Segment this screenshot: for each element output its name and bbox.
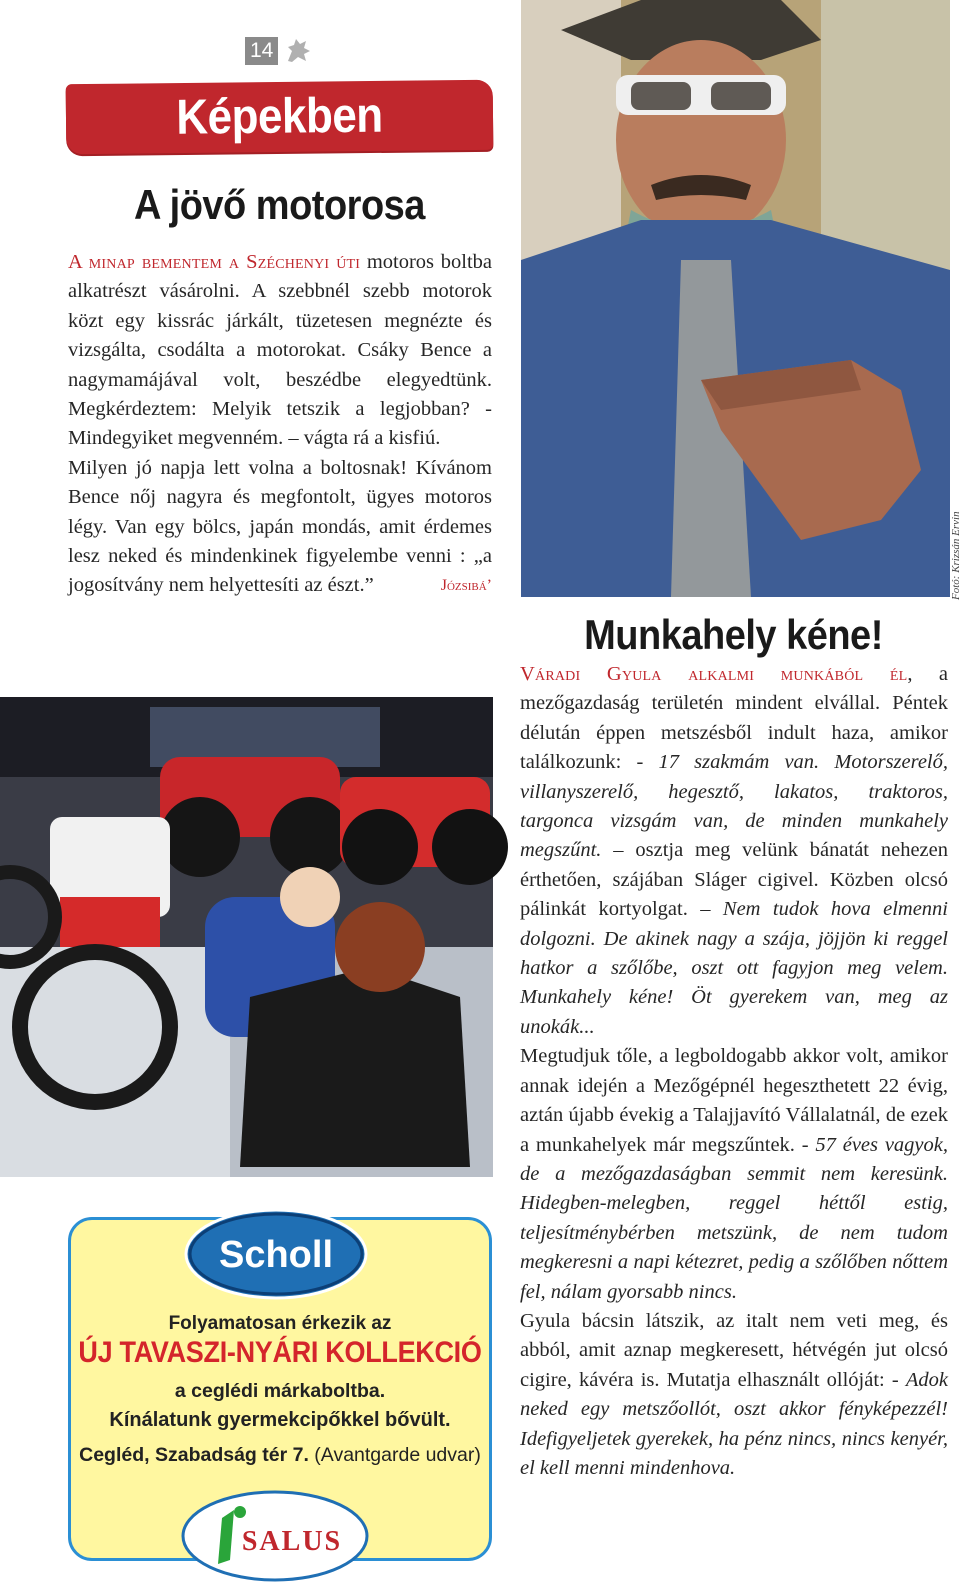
salus-logo [180, 1490, 370, 1582]
rooster-icon [282, 35, 314, 67]
photo-motorcycle-shop [0, 697, 493, 1177]
ad-address-rest: (Avantgarde udvar) [308, 1444, 481, 1466]
page-number-value: 14 [245, 37, 278, 65]
article2-quote: 57 éves vagyok, de a mezőgazdaságban semmit nem keresünk. Hidegben-melegben, reggel héttől estig, teljesítménybérben metszünk, de nem tudom megkeresni a napi kétezret, pedig a szőlőben nőttem fel, nálam gyorsabb nincs. [520, 1133, 948, 1303]
ad-address-bold: Cegléd, Szabadság tér 7. [79, 1444, 309, 1466]
article1-lead: A minap bementem a Széchenyi úti [68, 251, 361, 273]
article2-lead: Váradi Gyula alkalmi munkából él [520, 663, 908, 685]
article1-headline: A jövő motorosa [134, 182, 425, 230]
motorcycle-shop-image [0, 697, 493, 1177]
ad-line-arrival: Folyamatosan érkezik az [168, 1313, 392, 1334]
article2-quote: Adok neked egy metszőollót, oszt akkor fényképezzél! Idefigyeljetek gyerekek, ha pénz nincs, nincs kenyér, el kell menni mindenhova. [520, 1368, 948, 1479]
article1-body [68, 248, 492, 601]
article2-paragraph-1 [520, 660, 948, 1042]
article2-headline: Munkahely kéne! [584, 612, 883, 660]
article2-text: Gyula bácsin látszik, az italt nem veti meg, és abból, amit aznap megkeresett, hétvégén jut olcsó cigire, kávéra is. Mutatja elhasznált ollóját: - [520, 1309, 948, 1391]
scholl-logo [184, 1208, 368, 1300]
section-title: Képekben [176, 87, 383, 145]
article2-paragraph-2 [520, 1042, 948, 1307]
article1-text-2: Milyen jó napja lett volna a boltosnak! Kívánom Bence nőj nagyra és megfontolt, ügyes motoros légy. Van egy bölcs, japán mondás, amit érdemes lesz neked és mindenkinek figyelembe venni : „a jogosítvány nem helyettesíti az észt.” [68, 456, 492, 597]
article2-text: – osztja meg velünk bánatát nehezen érthetően, szájában Sláger cigivel. Közben olcsó pálinkát kortyolgat. – [520, 839, 948, 921]
ad-line-collection: ÚJ TAVASZI-NYÁRI KOLLEKCIÓ [78, 1335, 482, 1369]
section-banner [66, 80, 494, 154]
ad-line-address [68, 1444, 492, 1467]
article2-text: Megtudjuk tőle, a legboldogabb akkor volt, amikor annak idején a Mezőgépnél hegeszthetett 22 évig, aztán újabb évekig a Talajjavító Vállalatnál, de ezek a munkahelyek már megszűntek. - [520, 1045, 948, 1156]
article2-quote: Nem tudok hova elmenni dolgozni. De akinek nagy a szája, jöjjön ki reggel hatkor a szőlőbe, oszt ott fagyjon meg velem. Munkahely kéne! Öt gyerekem van, meg az unokák... [520, 898, 948, 1038]
photo-worker-portrait [521, 0, 950, 597]
salus-logo-text: SALUS [241, 1526, 343, 1557]
article1-signature: Józsibá’ [440, 577, 492, 595]
article2-body [520, 660, 948, 1483]
article1-text: motoros boltba alkatrészt vásárolni. A szebbnél szebb motorok közt egy kissrác járkált, tüzetesen megnézte és vizsgálta, csodálta a motorokat. Csáky Bence a nagymamájával volt, beszédbe elegyedtünk. Megkérdeztem: Melyik tetszik a legjobban? - Mindegyiket megvenném. – vágta rá a kisfiú. [68, 251, 492, 450]
worker-portrait-image [521, 0, 950, 597]
ad-line-children: Kínálatunk gyermekcipőkkel bővült. [109, 1409, 451, 1431]
ad-line-store: a ceglédi márkaboltba. [174, 1380, 386, 1402]
article1-paragraph-2 [68, 454, 492, 601]
page-number [245, 35, 314, 67]
scholl-logo-text: Scholl [218, 1234, 334, 1276]
article1-paragraph [68, 248, 492, 454]
article2-quote: 17 szakmám van. Motorszerelő, villanyszerelő, hegesztő, lakatos, traktoros, targonca vizsgám van, de minden munkahely megszűnt. [520, 751, 949, 862]
article2-text: , a mezőgazdaság területén mindent elvállal. Péntek délután éppen metszésből indult haza, amikor találkozunk: - [520, 663, 948, 774]
photo-credit: Fotó: Krizsán Ervin [950, 511, 962, 600]
article2-paragraph-3 [520, 1307, 948, 1483]
